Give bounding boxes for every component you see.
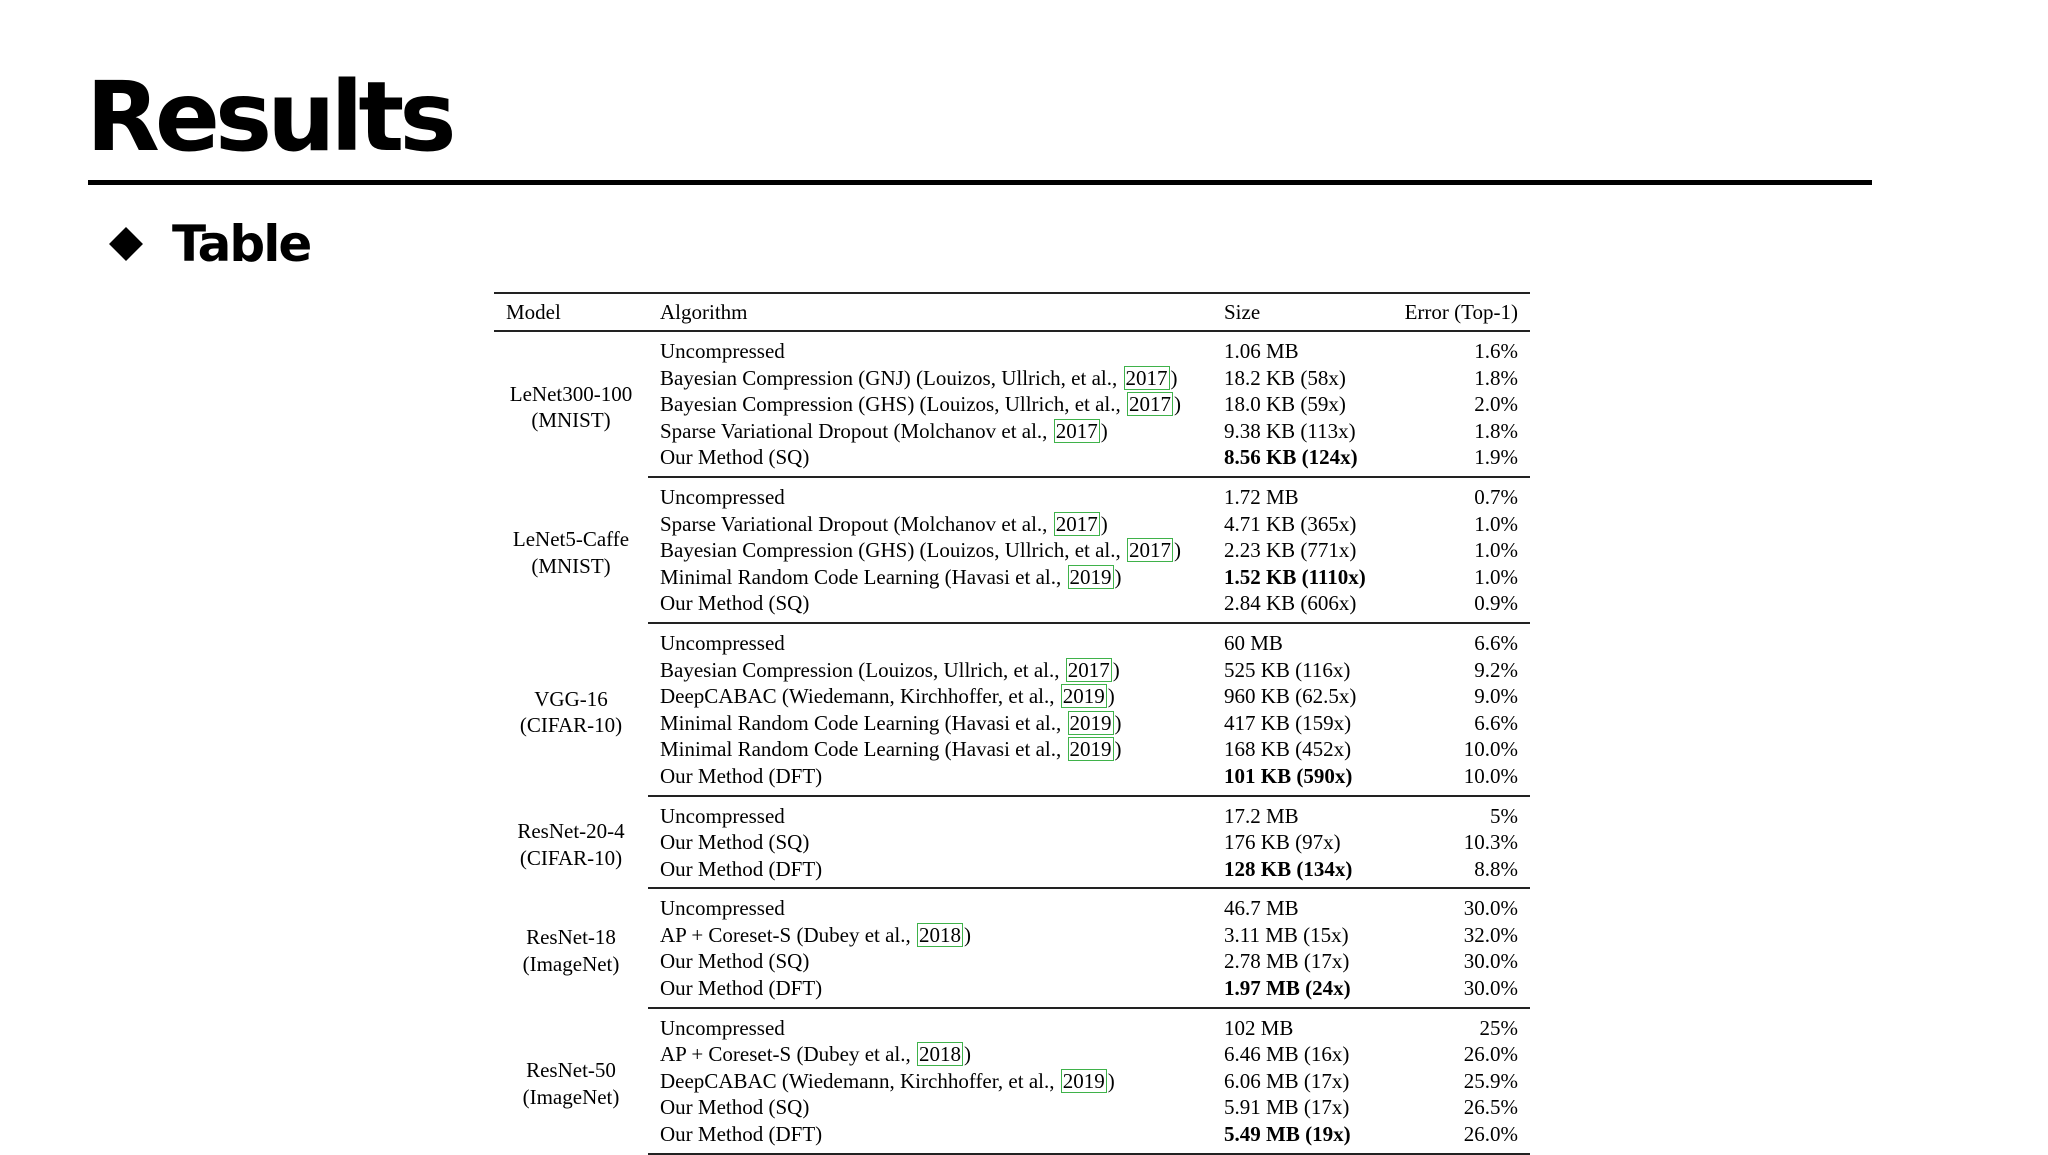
table-row: [494, 1121, 1530, 1154]
table-row: [494, 623, 1530, 657]
error-cell: 1.8%: [1474, 418, 1518, 443]
model-name: LeNet5-Caffe: [512, 527, 630, 552]
size-cell: 102 MB: [1224, 1015, 1294, 1040]
citation-link[interactable]: 2017: [1055, 418, 1098, 443]
citation-close: ): [1114, 564, 1122, 589]
results-table: [494, 292, 1530, 1155]
size-cell: 5.91 MB (17x): [1224, 1095, 1350, 1120]
size-cell: 101 KB (590x): [1212, 763, 1386, 796]
algorithm-name: Uncompressed: [660, 630, 785, 655]
error-cell: 1.9%: [1386, 444, 1530, 477]
table-row: [494, 1008, 1530, 1042]
error-cell: 5%: [1490, 803, 1518, 828]
model-name: ResNet-18: [526, 925, 616, 950]
error-cell: 25%: [1479, 1015, 1518, 1040]
citation-link[interactable]: 2017: [1129, 392, 1171, 417]
error-cell: 0.9%: [1386, 590, 1530, 623]
algorithm-cell: [648, 1121, 1212, 1154]
size-cell: 1.72 MB: [1224, 484, 1299, 509]
model-name: VGG-16: [534, 686, 608, 711]
algorithm-name: Uncompressed: [660, 484, 785, 509]
table-row: [494, 829, 1530, 856]
algorithm-cell: [648, 623, 1212, 657]
size-cell: 46.7 MB: [1224, 896, 1299, 921]
algorithm-name: Our Method (DFT): [660, 856, 823, 881]
algorithm-cell: [648, 975, 1212, 1008]
model-name: ResNet-50: [526, 1058, 616, 1083]
title-divider: [88, 180, 1872, 185]
table-row: [494, 856, 1530, 889]
header-model: Model: [494, 293, 648, 331]
algorithm-cell: [648, 657, 1212, 684]
citation-close: ): [1114, 737, 1122, 762]
error-cell: 1.0%: [1474, 538, 1518, 563]
size-cell: 5.49 MB (19x): [1212, 1121, 1386, 1154]
error-cell: 25.9%: [1463, 1068, 1518, 1093]
table-row: [494, 948, 1530, 975]
error-cell: 26.0%: [1463, 1042, 1518, 1067]
table-row: [494, 331, 1530, 365]
table-row: [494, 710, 1530, 737]
algorithm-cell: [648, 1008, 1212, 1042]
citation-close: ): [1107, 1068, 1115, 1093]
size-cell: 6.06 MB (17x): [1224, 1068, 1350, 1093]
model-cell: [494, 888, 648, 1007]
size-cell: 18.2 KB (58x): [1224, 365, 1346, 390]
model-dataset: (MNIST): [531, 408, 611, 433]
citation-close: ): [1107, 684, 1115, 709]
model-dataset: (MNIST): [531, 553, 611, 578]
algorithm-name: AP + Coreset-S (Dubey et al.,: [660, 1042, 917, 1067]
citation-link[interactable]: 2019: [1069, 564, 1112, 589]
algorithm-cell: [648, 888, 1212, 922]
size-cell: 176 KB (97x): [1224, 830, 1341, 855]
citation-link[interactable]: 2017: [1067, 657, 1110, 682]
algorithm-name: Minimal Random Code Learning (Havasi et al.,: [660, 710, 1067, 735]
algorithm-cell: [648, 418, 1212, 445]
table-row: [494, 444, 1530, 477]
error-cell: 30.0%: [1463, 949, 1518, 974]
algorithm-name: Sparse Variational Dropout (Molchanov et al.,: [660, 511, 1053, 536]
table-row: [494, 736, 1530, 763]
size-cell: 168 KB (452x): [1224, 737, 1352, 762]
algorithm-name: Bayesian Compression (GHS) (Louizos, Ullrich, et al.,: [660, 392, 1126, 417]
error-cell: 1.8%: [1474, 365, 1518, 390]
table-body: [494, 331, 1530, 1154]
algorithm-name: Our Method (SQ): [660, 1095, 810, 1120]
citation-close: ): [964, 922, 972, 947]
error-cell: 1.0%: [1474, 564, 1518, 589]
algorithm-name: Uncompressed: [660, 339, 785, 363]
model-cell: [494, 1008, 648, 1154]
algorithm-cell: [648, 590, 1212, 623]
error-cell: 1.6%: [1474, 339, 1518, 363]
table-row: [494, 537, 1530, 564]
table-row: [494, 657, 1530, 684]
table-row: [494, 922, 1530, 949]
citation-close: ): [1170, 365, 1178, 390]
algorithm-name: Minimal Random Code Learning (Havasi et al.,: [660, 564, 1067, 589]
model-dataset: (CIFAR-10): [519, 845, 623, 870]
header-algorithm: Algorithm: [648, 293, 1212, 331]
size-cell: 3.11 MB (15x): [1224, 922, 1349, 947]
algorithm-cell: [648, 331, 1212, 365]
citation-close: ): [1100, 418, 1108, 443]
table-row: [494, 796, 1530, 830]
size-cell: 1.06 MB: [1224, 339, 1299, 363]
table-row: [494, 1068, 1530, 1095]
size-cell: 128 KB (134x): [1212, 856, 1386, 889]
size-cell: 17.2 MB: [1224, 803, 1299, 828]
citation-link[interactable]: 2017: [1129, 538, 1171, 563]
table-row: [494, 590, 1530, 623]
table-row: [494, 365, 1530, 392]
table-header-row: [494, 293, 1530, 331]
algorithm-name: Uncompressed: [660, 896, 785, 921]
citation-close: ): [1114, 710, 1122, 735]
algorithm-cell: [648, 391, 1212, 418]
algorithm-name: DeepCABAC (Wiedemann, Kirchhoffer, et al.,: [660, 684, 1060, 709]
error-cell: 0.7%: [1474, 484, 1518, 509]
section-label: Table: [172, 215, 311, 273]
algorithm-cell: [648, 948, 1212, 975]
table-row: [494, 763, 1530, 796]
algorithm-name: Our Method (DFT): [660, 976, 823, 1001]
size-cell: 8.56 KB (124x): [1212, 444, 1386, 477]
citation-close: ): [1112, 657, 1120, 682]
citation-link[interactable]: 2019: [1062, 684, 1105, 709]
size-cell: 60 MB: [1224, 630, 1283, 655]
model-name: LeNet300-100: [509, 381, 633, 406]
algorithm-name: Our Method (SQ): [660, 445, 810, 470]
header-size: Size: [1212, 293, 1386, 331]
table-row: [494, 1094, 1530, 1121]
size-cell: 2.84 KB (606x): [1212, 590, 1386, 623]
error-cell: 8.8%: [1386, 856, 1530, 889]
algorithm-name: DeepCABAC (Wiedemann, Kirchhoffer, et al.,: [660, 1068, 1060, 1093]
algorithm-cell: [648, 477, 1212, 511]
algorithm-cell: [648, 829, 1212, 856]
algorithm-name: Our Method (DFT): [660, 1122, 823, 1147]
table-row: [494, 564, 1530, 591]
algorithm-name: Bayesian Compression (GNJ) (Louizos, Ullrich, et al.,: [660, 365, 1123, 390]
citation-close: ): [1174, 538, 1181, 563]
size-cell: 525 KB (116x): [1224, 657, 1351, 682]
error-cell: 9.2%: [1474, 657, 1518, 682]
table-row: [494, 1041, 1530, 1068]
algorithm-cell: [648, 365, 1212, 392]
error-cell: 26.5%: [1463, 1095, 1518, 1120]
citation-link[interactable]: 2019: [1069, 710, 1112, 735]
algorithm-cell: [648, 763, 1212, 796]
algorithm-cell: [648, 856, 1212, 889]
algorithm-name: Minimal Random Code Learning (Havasi et al.,: [660, 737, 1067, 762]
model-cell: [494, 477, 648, 623]
error-cell: 6.6%: [1474, 710, 1518, 735]
model-dataset: (ImageNet): [522, 1084, 620, 1109]
model-dataset: (CIFAR-10): [519, 713, 623, 738]
model-cell: [494, 331, 648, 477]
citation-link[interactable]: 2018: [919, 1042, 962, 1067]
algorithm-name: Our Method (SQ): [660, 949, 810, 974]
diamond-bullet-icon: [109, 227, 143, 261]
algorithm-name: Uncompressed: [660, 1015, 785, 1040]
citation-link[interactable]: 2019: [1069, 737, 1112, 762]
error-cell: 26.0%: [1386, 1121, 1530, 1154]
error-cell: 32.0%: [1463, 922, 1518, 947]
table-row: [494, 975, 1530, 1008]
algorithm-cell: [648, 1094, 1212, 1121]
size-cell: 9.38 KB (113x): [1224, 418, 1356, 443]
table-row: [494, 511, 1530, 538]
error-cell: 30.0%: [1386, 975, 1530, 1008]
algorithm-name: Our Method (SQ): [660, 591, 810, 616]
header-error: Error (Top-1): [1386, 293, 1530, 331]
size-cell: 1.52 KB (1110x): [1224, 564, 1366, 589]
algorithm-cell: [648, 922, 1212, 949]
size-cell: 4.71 KB (365x): [1224, 511, 1357, 536]
algorithm-cell: [648, 1068, 1212, 1095]
size-cell: 18.0 KB (59x): [1224, 392, 1346, 417]
algorithm-cell: [648, 683, 1212, 710]
algorithm-name: Uncompressed: [660, 803, 785, 828]
algorithm-name: Sparse Variational Dropout (Molchanov et al.,: [660, 418, 1053, 443]
algorithm-cell: [648, 1041, 1212, 1068]
citation-close: ): [964, 1042, 972, 1067]
model-cell: [494, 796, 648, 889]
algorithm-cell: [648, 511, 1212, 538]
size-cell: 1.97 MB (24x): [1212, 975, 1386, 1008]
algorithm-cell: [648, 796, 1212, 830]
algorithm-name: Our Method (DFT): [660, 763, 823, 788]
table-row: [494, 683, 1530, 710]
algorithm-cell: [648, 564, 1212, 591]
size-cell: 960 KB (62.5x): [1224, 684, 1357, 709]
error-cell: 10.3%: [1463, 830, 1518, 855]
error-cell: 1.0%: [1474, 511, 1518, 536]
algorithm-cell: [648, 537, 1212, 564]
citation-close: ): [1100, 511, 1108, 536]
error-cell: 10.0%: [1386, 763, 1530, 796]
table-row: [494, 477, 1530, 511]
table-row: [494, 418, 1530, 445]
algorithm-name: Our Method (SQ): [660, 830, 810, 855]
citation-link[interactable]: 2018: [919, 922, 962, 947]
citation-link[interactable]: 2017: [1125, 365, 1168, 390]
citation-link[interactable]: 2019: [1062, 1068, 1105, 1093]
error-cell: 30.0%: [1463, 896, 1518, 921]
algorithm-cell: [648, 710, 1212, 737]
error-cell: 9.0%: [1474, 684, 1518, 709]
citation-close: ): [1174, 392, 1181, 417]
algorithm-name: Bayesian Compression (Louizos, Ullrich, et al.,: [660, 657, 1065, 682]
table-row: [494, 391, 1530, 418]
algorithm-cell: [648, 444, 1212, 477]
size-cell: 6.46 MB (16x): [1224, 1042, 1350, 1067]
error-cell: 10.0%: [1463, 737, 1518, 762]
algorithm-cell: [648, 736, 1212, 763]
algorithm-name: AP + Coreset-S (Dubey et al.,: [660, 922, 917, 947]
algorithm-name: Bayesian Compression (GHS) (Louizos, Ullrich, et al.,: [660, 538, 1126, 563]
section-heading: [104, 212, 310, 276]
size-cell: 2.78 MB (17x): [1224, 949, 1350, 974]
size-cell: 2.23 KB (771x): [1224, 538, 1357, 563]
slide-title: Results: [86, 61, 452, 173]
size-cell: 417 KB (159x): [1224, 710, 1352, 735]
error-cell: 6.6%: [1474, 630, 1518, 655]
citation-link[interactable]: 2017: [1055, 511, 1098, 536]
model-dataset: (ImageNet): [522, 951, 620, 976]
error-cell: 2.0%: [1474, 392, 1518, 417]
model-cell: [494, 623, 648, 796]
model-name: ResNet-20-4: [517, 819, 625, 844]
table-row: [494, 888, 1530, 922]
